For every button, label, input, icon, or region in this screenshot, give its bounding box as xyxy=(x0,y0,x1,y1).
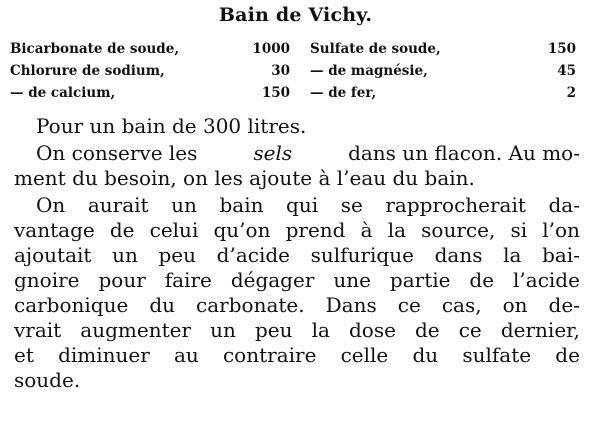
ingredient-name: Sulfate de soude, xyxy=(310,41,441,57)
ingredient-amount: 30 xyxy=(271,63,290,79)
word: On xyxy=(36,193,66,217)
text-fragment: On conserve les xyxy=(36,141,198,165)
word: bai- xyxy=(542,243,580,267)
word: pour xyxy=(98,268,146,292)
word: qu’on xyxy=(213,218,271,242)
word: on xyxy=(502,293,528,317)
word: de xyxy=(109,218,135,242)
word: ajoutait xyxy=(14,243,92,267)
ingredient-amount: 45 xyxy=(557,63,576,79)
paragraph-note-line: soude. xyxy=(14,368,81,392)
word: diminuer xyxy=(58,343,150,367)
word: Dans xyxy=(325,293,377,317)
word: source, xyxy=(421,218,496,242)
word: cas, xyxy=(441,293,482,317)
word: bain xyxy=(219,193,264,217)
composition-row xyxy=(10,82,584,104)
word: peu xyxy=(158,243,197,267)
ingredient-name: Bicarbonate de soude, xyxy=(10,41,180,57)
word: l’on xyxy=(542,218,580,242)
word: de xyxy=(555,343,580,367)
word: la xyxy=(387,218,407,242)
word: du xyxy=(149,293,176,317)
word: carbonique xyxy=(14,293,129,317)
paragraph-volume: Pour un bain de 300 litres. xyxy=(36,114,307,138)
word: et xyxy=(14,343,34,367)
word: si xyxy=(510,218,528,242)
word: se xyxy=(340,193,363,217)
word: celui xyxy=(149,218,199,242)
word: dernier, xyxy=(500,318,580,342)
word: dose xyxy=(348,318,396,342)
word: vantage xyxy=(14,218,95,242)
word: peu xyxy=(254,318,293,342)
word: ce xyxy=(458,318,482,342)
word: la xyxy=(311,318,330,342)
word: ce xyxy=(397,293,421,317)
word: aurait xyxy=(87,193,149,217)
word: faire xyxy=(164,268,212,292)
page-title: Bain de Vichy. xyxy=(218,4,373,26)
word: celle xyxy=(340,343,389,367)
paragraph-note-line xyxy=(14,318,580,343)
emphasis-sels: sels xyxy=(253,141,293,165)
word: du xyxy=(412,343,439,367)
word: partie xyxy=(389,268,451,292)
word: prend xyxy=(285,218,346,242)
composition-row xyxy=(10,60,584,82)
composition-row xyxy=(10,38,584,60)
ingredient-name: Chlorure de sodium, xyxy=(10,63,165,79)
word: d’acide xyxy=(216,243,290,267)
composition-table xyxy=(10,38,584,104)
ingredient-amount: 150 xyxy=(261,85,290,101)
paragraph-note-line xyxy=(14,268,580,293)
word: rapprocherait xyxy=(385,193,526,217)
paragraph-note-line xyxy=(14,293,580,318)
word: da- xyxy=(548,193,580,217)
paragraph-note-line xyxy=(14,243,580,268)
word: vrait xyxy=(14,318,62,342)
word: de- xyxy=(548,293,580,317)
body-text xyxy=(14,114,580,393)
word: sulfurique xyxy=(310,243,414,267)
word: un xyxy=(112,243,138,267)
word: contraire xyxy=(222,343,317,367)
word: de xyxy=(469,268,495,292)
text-fragment: dans un flacon. Au mo- xyxy=(348,141,580,165)
word: l’acide xyxy=(513,268,580,292)
ingredient-name: — de calcium, xyxy=(10,85,116,101)
word: une xyxy=(333,268,371,292)
word: dans xyxy=(434,243,483,267)
paragraph-note-line xyxy=(14,193,580,218)
paragraph-storage-line xyxy=(14,141,580,166)
word: dégager xyxy=(230,268,315,292)
ingredient-amount: 1000 xyxy=(252,41,290,57)
word: à xyxy=(360,218,373,242)
ingredient-amount: 2 xyxy=(566,85,576,101)
word: carbonate. xyxy=(196,293,305,317)
word: de xyxy=(415,318,440,342)
word: un xyxy=(210,318,236,342)
word: gnoire xyxy=(14,268,80,292)
ingredient-amount: 150 xyxy=(547,41,576,57)
paragraph-note-line xyxy=(14,343,580,368)
paragraph-note-line xyxy=(14,218,580,243)
word: au xyxy=(173,343,199,367)
word: augmenter xyxy=(80,318,192,342)
ingredient-name: — de fer, xyxy=(310,85,377,101)
word: qui xyxy=(286,193,319,217)
word: la xyxy=(503,243,522,267)
word: sulfate xyxy=(462,343,532,367)
word: un xyxy=(171,193,197,217)
paragraph-storage-line: ment du besoin, on les ajoute à l’eau du bain. xyxy=(14,166,475,190)
ingredient-name: — de magnésie, xyxy=(310,63,428,79)
